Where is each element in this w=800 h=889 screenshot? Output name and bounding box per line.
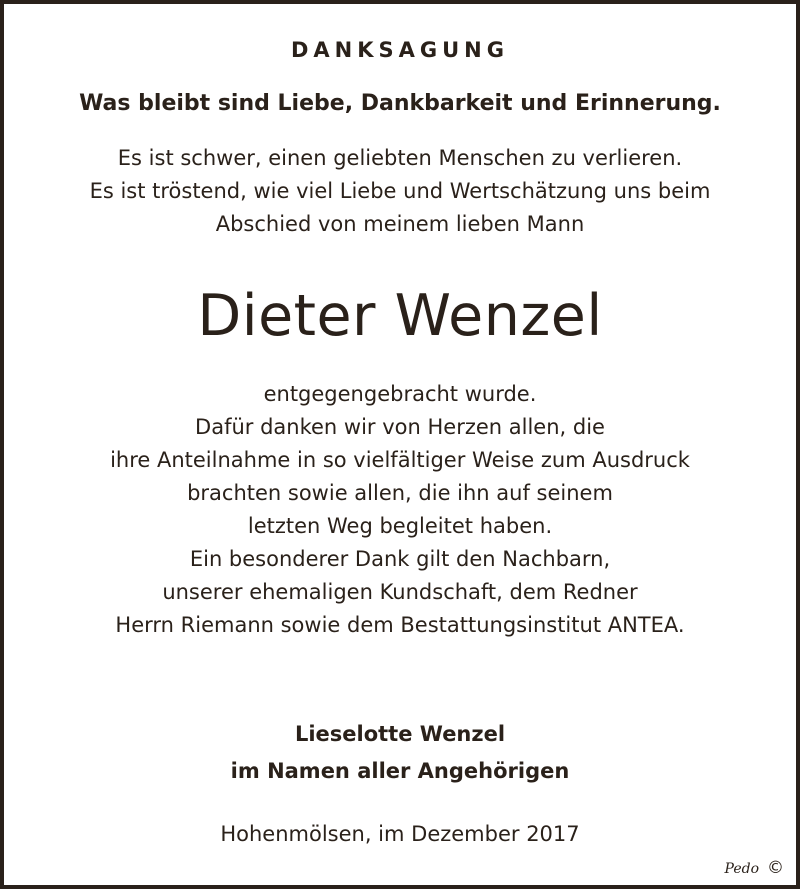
signature-block xyxy=(4,716,796,790)
body-line: Ein besonderer Dank gilt den Nachbarn, xyxy=(189,547,611,571)
body-line: ihre Anteilnahme in so vielfältiger Weise zum Ausdruck xyxy=(110,448,690,472)
intro-line: Es ist tröstend, wie viel Liebe und Wertschätzung uns beim xyxy=(89,179,711,203)
body-line: brachten sowie allen, die ihn auf seinem xyxy=(187,481,613,505)
body-line: entgegengebracht wurde. xyxy=(263,382,537,406)
place-date: Hohenmölsen, im Dezember 2017 xyxy=(220,822,580,846)
body-line: unserer ehemaligen Kundschaft, dem Redner xyxy=(162,580,638,604)
notice-heading: DANKSAGUNG xyxy=(290,38,509,62)
signer-name: Lieselotte Wenzel xyxy=(294,722,506,746)
intro-paragraph xyxy=(4,142,796,241)
motto: Was bleibt sind Liebe, Dankbarkeit und Erinnerung. xyxy=(79,91,721,116)
body-line: Dafür danken wir von Herzen allen, die xyxy=(195,415,605,439)
body-line: Herrn Riemann sowie dem Bestattungsinstitut ANTEA. xyxy=(115,613,685,637)
intro-line: Es ist schwer, einen geliebten Menschen zu verlieren. xyxy=(117,146,683,170)
signer-note: im Namen aller Angehörigen xyxy=(230,759,570,783)
credit-name: Pedo xyxy=(724,861,759,877)
intro-line: Abschied von meinem lieben Mann xyxy=(215,212,585,236)
copyright-icon: © xyxy=(767,858,784,878)
body-line: letzten Weg begleitet haben. xyxy=(247,514,553,538)
deceased-name: Dieter Wenzel xyxy=(197,283,603,349)
credit xyxy=(725,858,784,879)
body-paragraph xyxy=(4,378,796,642)
